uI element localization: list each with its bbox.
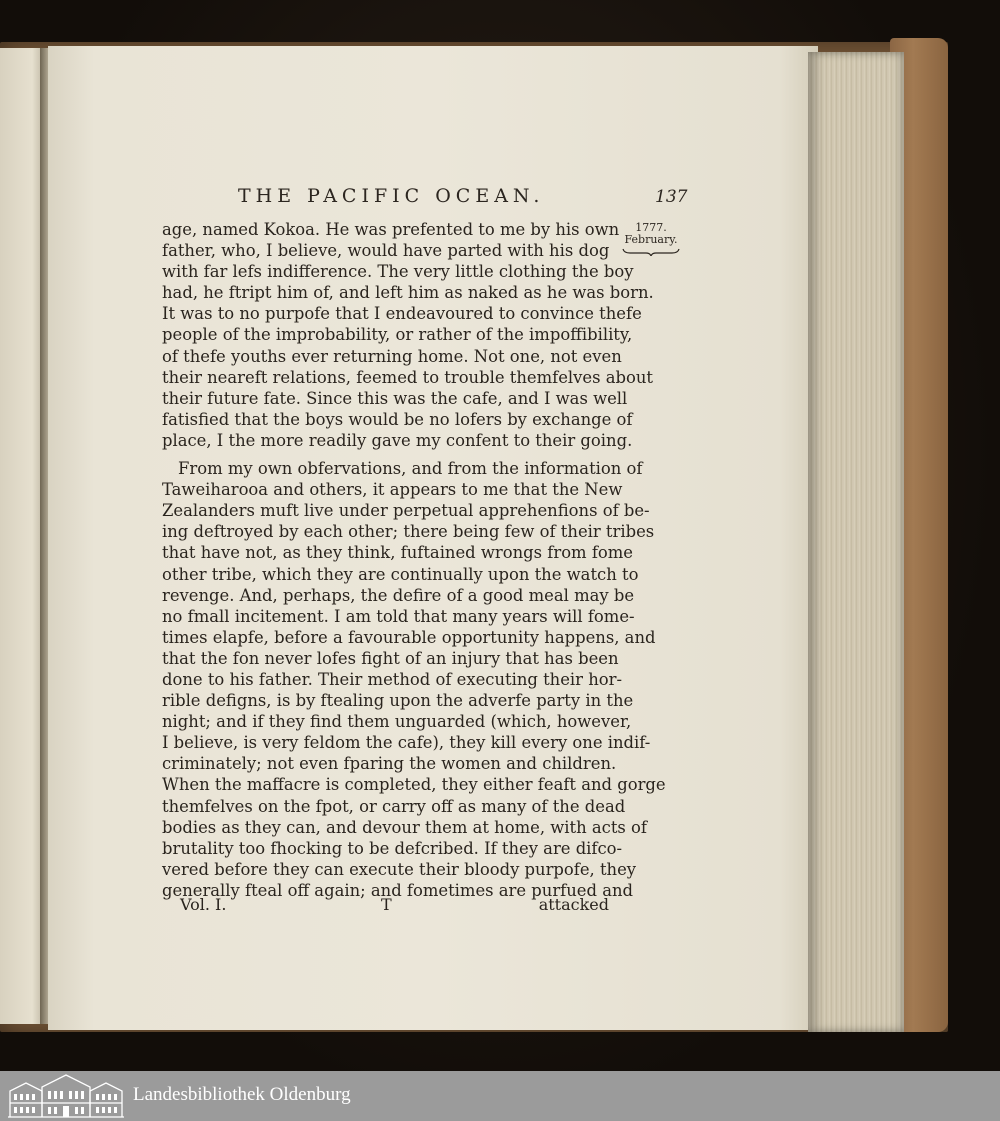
paragraph-gap [162,451,609,458]
text-line: I believe, is very feldom the cafe), they kill every one indif- [162,733,651,753]
page-number: 137 [655,187,688,207]
text-line: night; and if they find them unguarded (which, however, [162,712,632,732]
text-line: that have not, as they think, fuftained wrongs from fome [162,543,633,563]
margin-note-year: 1777. [635,221,667,234]
text-line: rible defigns, is by ftealing upon the adverfe party in the [162,691,634,711]
signature-mark: T [381,895,392,914]
library-building-icon [8,1073,124,1119]
page-edges [808,52,904,1032]
text-line: father, who, I believe, would have parted with his dog [162,241,610,261]
text-line: of thefe youths ever returning home. Not one, not even [162,346,622,366]
text-line: no fmall incitement. I am told that many years will fome- [162,606,635,626]
text-line: bodies as they can, and devour them at home, with acts of [162,817,647,837]
margin-note-month: February. [624,233,678,246]
library-banner [0,1071,1000,1121]
text-line: place, I the more readily gave my confent to their going. [162,430,633,450]
text-line: Taweiharooa and others, it appears to me that the New [162,480,623,500]
text-line: that the fon never lofes fight of an injury that has been [162,648,619,668]
text-line: their future fate. Since this was the cafe, and I was well [162,388,628,408]
page-footer [162,895,609,919]
text-line: criminately; not even fparing the women and children. [162,754,617,774]
text-line: Zealanders muft live under perpetual apprehenfions of be- [162,501,650,521]
text-line: people of the improbability, or rather of the impoffibility, [162,325,633,345]
text-line: times elapfe, before a favourable opportunity happens, and [162,627,656,647]
text-line: had, he ftript him of, and left him as naked as he was born. [162,283,654,303]
margin-note [620,222,682,256]
text-line: revenge. And, perhaps, the defire of a good meal may be [162,585,635,605]
text-line: their neareft relations, feemed to trouble themfelves about [162,367,654,387]
text-line: When the maffacre is completed, they either feaft and gorge [162,775,666,795]
text-line: other tribe, which they are continually upon the watch to [162,564,639,584]
text-line: ing deftroyed by each other; there being few of their tribes [162,522,655,542]
catchword: attacked [538,895,609,914]
running-head: THE PACIFIC OCEAN. [238,185,545,207]
library-name: Landesbibliothek Oldenburg [133,1084,351,1105]
text-line: From my own obfervations, and from the information of [178,459,643,479]
text-line: It was to no purpofe that I endeavoured to convince thefe [162,304,642,324]
text-line: brutality too fhocking to be defcribed. If they are difco- [162,838,623,858]
text-line: vered before they can execute their bloody purpofe, they [162,859,637,879]
text-line: generally fteal off again; and fometimes are purfued and [162,880,634,900]
text-line: age, named Kokoa. He was prefented to me by his own [162,220,620,239]
text-line: with far lefs indifference. The very little clothing the boy [162,262,634,282]
brace-icon [622,248,680,256]
text-line: fatisfied that the boys would be no lofers by exchange of [162,409,633,429]
text-line: themfelves on the fpot, or carry off as many of the dead [162,796,626,816]
volume-label: Vol. I. [180,895,227,914]
text-line: done to his father. Their method of executing their hor- [162,669,623,689]
